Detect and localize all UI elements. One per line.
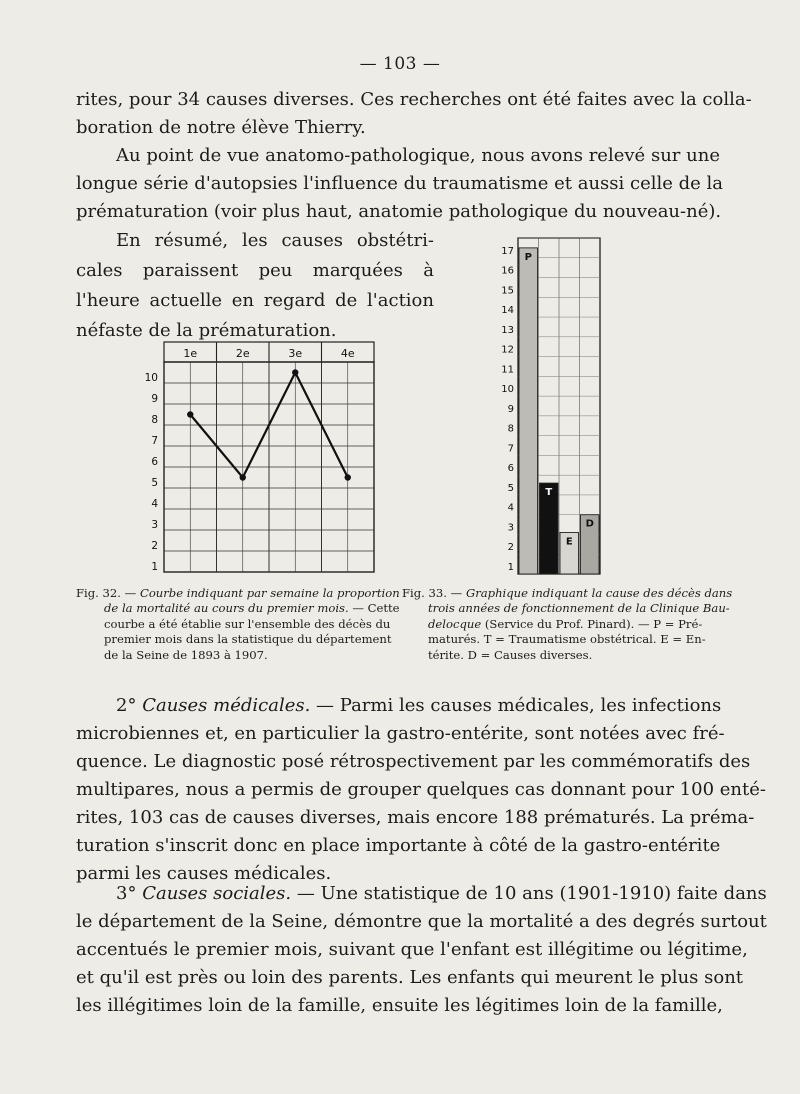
section-number: 2°	[116, 695, 143, 716]
bar-label: E	[565, 536, 573, 548]
page-number: — 103 —	[359, 54, 441, 74]
text-segment: — Une statistique de 10 ans (1901-1910) faite dans	[291, 883, 767, 904]
y-tick-label: 3	[151, 519, 158, 531]
bar	[519, 248, 538, 574]
y-tick-label: 8	[151, 414, 158, 426]
caption-text: de la Seine de 1893 à 1907.	[104, 647, 268, 662]
y-tick-label: 15	[501, 285, 514, 297]
x-tick-label: 1e	[183, 347, 198, 360]
text-line: et qu'il est près ou loin des parents. Les enfants qui meurent le plus sont	[76, 967, 744, 988]
paragraph-2	[76, 142, 724, 226]
caption-text: courbe a été établie sur l'ensemble des décès du	[104, 616, 391, 631]
caption-text: térite. D = Causes diverses.	[428, 647, 593, 662]
caption-text: — Cette	[348, 601, 400, 616]
y-tick-label: 1	[151, 561, 158, 573]
y-tick-label: 2	[507, 542, 514, 554]
figure-32-line-chart	[140, 340, 380, 580]
caption-label: Fig. 33.	[402, 586, 447, 600]
x-tick-label: 4e	[340, 347, 355, 360]
y-tick-label: 7	[507, 443, 514, 455]
y-tick-label: 9	[151, 393, 158, 405]
text-segment: — Parmi les causes médicales, les infections	[310, 695, 722, 716]
caption-text: trois années de fonctionnement de la Clinique Bau-	[428, 601, 730, 616]
section-title: Causes médicales.	[142, 695, 311, 716]
y-tick-label: 17	[501, 245, 514, 257]
data-point	[345, 474, 351, 480]
bar-label: T	[545, 487, 553, 499]
y-tick-label: 1	[507, 562, 514, 573]
bar-label: P	[524, 251, 532, 263]
y-tick-label: 14	[501, 305, 514, 317]
y-tick-label: 5	[151, 477, 158, 489]
text-line: multipares, nous a permis de grouper quelques cas donnant pour 100 enté-	[76, 779, 766, 800]
bar-label: D	[585, 518, 594, 530]
y-tick-label: 12	[501, 344, 514, 356]
caption-text: delocque	[428, 616, 482, 631]
section-number: 3°	[116, 883, 143, 904]
x-tick-label: 3e	[288, 347, 303, 360]
text-line: Au point de vue anatomo-pathologique, nous avons relevé sur une	[116, 145, 720, 166]
paragraph-1	[76, 86, 752, 142]
text-line: prématuration (voir plus haut, anatomie pathologique du nouveau-né).	[76, 201, 722, 222]
text-line: rites, 103 cas de causes diverses, mais encore 188 prématurés. La préma-	[76, 807, 755, 828]
y-tick-label: 9	[507, 403, 514, 415]
y-tick-label: 11	[501, 364, 514, 376]
y-tick-label: 7	[151, 435, 158, 447]
caption-text: de la mortalité au cours du premier mois.	[104, 601, 349, 616]
y-tick-label: 4	[507, 502, 514, 514]
caption-fig-32	[76, 586, 400, 663]
y-tick-label: 13	[501, 324, 514, 336]
x-tick-label: 2e	[235, 347, 250, 360]
caption-text: premier mois dans la statistique du département	[104, 632, 392, 647]
paragraph-4	[76, 692, 766, 888]
text-line: En résumé, les causes obstétri-	[116, 230, 434, 251]
y-tick-label: 16	[501, 265, 514, 277]
text-line: microbiennes et, en particulier la gastro-entérite, sont notées avec fré-	[76, 723, 725, 744]
y-tick-label: 6	[151, 456, 158, 468]
text-line: cales paraissent peu marquées à	[76, 260, 434, 281]
y-tick-label: 4	[151, 498, 158, 510]
data-point	[187, 411, 193, 417]
paragraph-3	[76, 226, 434, 346]
data-point	[292, 369, 298, 375]
y-tick-label: 2	[151, 540, 158, 552]
data-point	[240, 474, 246, 480]
caption-text: — Graphique indiquant la cause des décès dans	[446, 586, 733, 600]
text-line: turation s'inscrit donc en place importante à côté de la gastro-entérite	[76, 835, 721, 856]
text-line: accentués le premier mois, suivant que l'enfant est illégitime ou légitime,	[76, 939, 748, 960]
text-line: néfaste de la prématuration.	[76, 320, 337, 341]
text-line: longue série d'autopsies l'influence du traumatisme et aussi celle de la	[76, 173, 724, 194]
caption-text: — Courbe indiquant par semaine la proportion	[120, 586, 400, 600]
y-tick-label: 10	[501, 384, 514, 396]
y-tick-label: 3	[507, 522, 514, 534]
text-line: rites, pour 34 causes diverses. Ces recherches ont été faites avec la colla-	[76, 89, 752, 110]
text-line: quence. Le diagnostic posé rétrospectivement par les commémoratifs des	[76, 751, 751, 772]
figure-33-bar-chart	[488, 228, 618, 586]
y-tick-label: 10	[144, 372, 158, 384]
text-line: les illégitimes loin de la famille, ensuite les légitimes loin de la famille,	[76, 995, 723, 1016]
text-line: boration de notre élève Thierry.	[76, 117, 366, 138]
caption-text: (Service du Prof. Pinard). — P = Pré-	[481, 616, 703, 631]
text-line: l'heure actuelle en regard de l'action	[76, 290, 434, 311]
section-title: Causes sociales.	[142, 883, 292, 904]
y-tick-label: 8	[507, 423, 514, 435]
caption-label: Fig. 32.	[76, 586, 121, 600]
caption-text: maturés. T = Traumatisme obstétrical. E = En-	[428, 632, 706, 647]
paragraph-5	[76, 880, 767, 1020]
text-line: parmi les causes médicales.	[76, 863, 332, 884]
text-line: le département de la Seine, démontre que la mortalité a des degrés surtout	[76, 911, 767, 932]
caption-fig-33	[402, 586, 733, 663]
y-tick-label: 6	[507, 463, 514, 475]
y-tick-label: 5	[507, 482, 514, 494]
